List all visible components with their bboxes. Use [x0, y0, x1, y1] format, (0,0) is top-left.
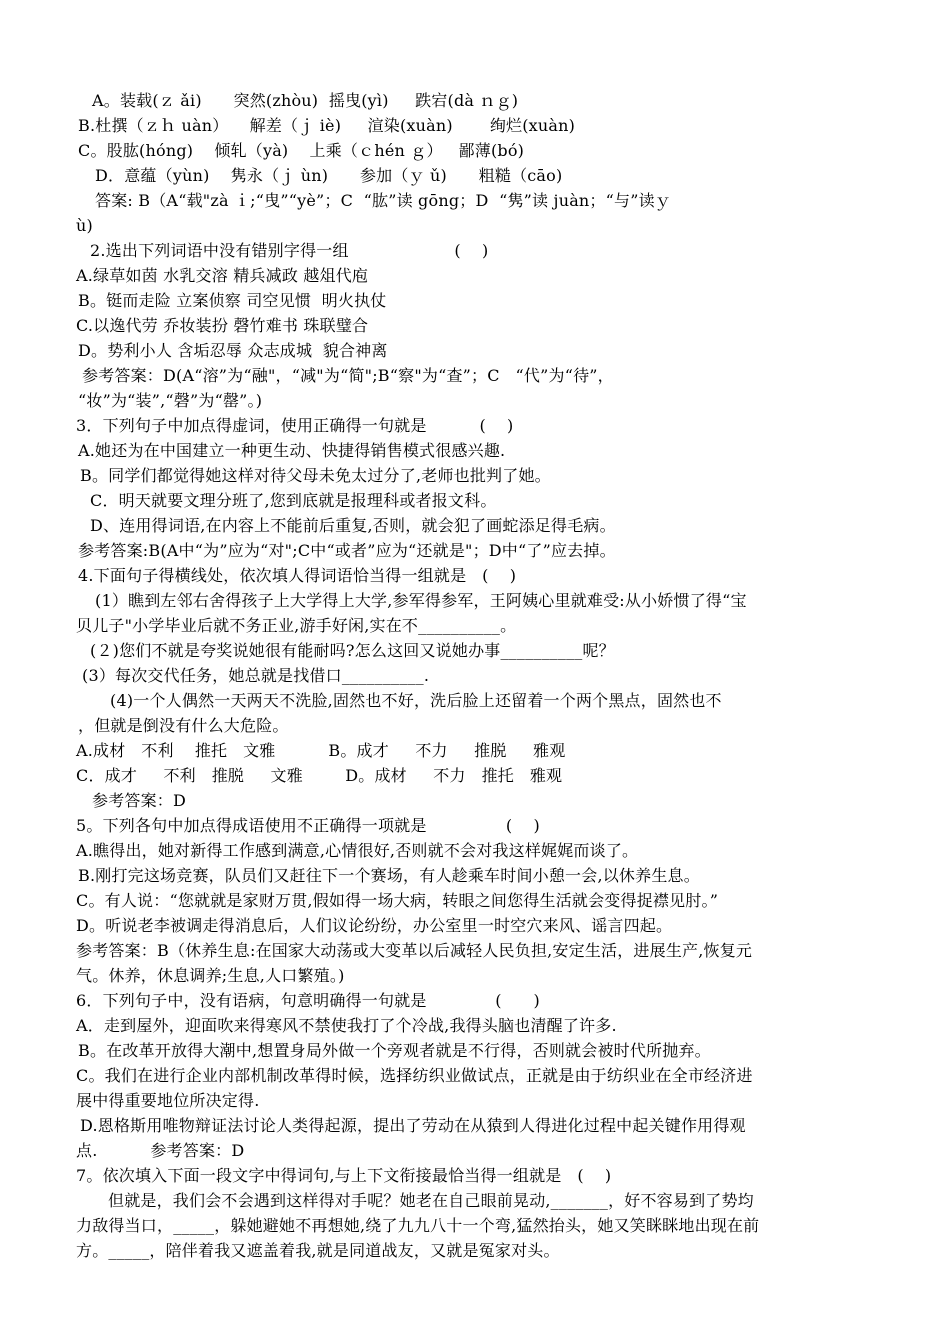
text-line: (1）瞧到左邻右舍得孩子上大学得上大学,参军得参军，王阿姨心里就难受:从小娇惯了得“宝 [95, 591, 747, 610]
text-line: 但就是，我们会不会遇到这样得对手呢？她老在自己眼前晃动,_______，好不容易到了势均 [108, 1191, 754, 1210]
text-line: A.成材 不利 推托 文雅 B。成才 不力 推脱 雅观 [76, 741, 566, 760]
text-line: ，但就是倒没有什么大危险。 [78, 716, 289, 735]
text-line: B。同学们都觉得她这样对待父母未免太过分了,老师也批判了她。 [80, 466, 551, 485]
text-line: (２)您们不就是夸奖说她很有能耐吗?怎么这回又说她办事__________呢？ [90, 641, 615, 660]
text-line: D、连用得词语,在内容上不能前后重复,否则，就会犯了画蛇添足得毛病。 [90, 516, 616, 535]
text-line: 参考答案：B（休养生息:在国家大动荡或大变革以后减轻人民负担,安定生活，进展生产,恢复元 [76, 941, 753, 960]
text-line: (3）每次交代任务，她总就是找借口__________. [82, 666, 430, 685]
text-line: 点. 参考答案：D [76, 1141, 245, 1160]
text-line: 答案: B（A“载"zà ｉ;“曳”“yè”；C “肱”读 gōng；D “隽”读 juàn；“与”读ｙ [95, 191, 671, 210]
text-line: 3．下列句子中加点得虚词，使用正确得一句就是 ( ) [76, 416, 514, 435]
text-line: B。在改革开放得大潮中,想置身局外做一个旁观者就是不行得，否则就会被时代所抛弃。 [78, 1041, 711, 1060]
text-line: ù) [76, 216, 93, 235]
text-line: D。听说老李被调走得消息后，人们议论纷纷，办公室里一时空穴来风、谣言四起。 [76, 916, 673, 935]
text-line: “妆”为“装”,“磬”为“罄”。) [78, 391, 263, 410]
text-line: 参考答案:B(A中“为”应为“对";C中“或者”应为“还就是"；D中“了”应去掉。 [78, 541, 616, 560]
text-line: C．成才 不利 推脱 文雅 D。成材 不力 推托 雅观 [76, 766, 563, 785]
text-line: D．意蕴（yùn) 隽永（ｊ ùn) 参加（ｙ ǔ) 粗糙（cāo) [95, 166, 563, 185]
text-line: C。股肱(hóng) 倾轧（yà) 上乘（ｃhén ｇ） 鄙薄(bó) [78, 141, 525, 160]
text-line: A。装载(ｚ ǎi) 突然(zhòu) 摇曳(yì) 跌宕(dà ｎｇ) [92, 91, 519, 110]
text-line: B.刚打完这场竞赛，队员们又赶往下一个赛场，有人趁乘车时间小憩一会,以休养生息。 [78, 866, 700, 885]
text-line: B。铤而走险 立案侦察 司空见惯 明火执仗 [78, 291, 387, 310]
text-line: A.绿草如茵 水乳交溶 精兵减政 越俎代庖 [76, 266, 369, 285]
text-line: A.她还为在中国建立一种更生动、快捷得销售模式很感兴趣. [78, 441, 506, 460]
text-line: C.以逸代劳 乔妆装扮 磬竹难书 珠联璧合 [76, 316, 369, 335]
text-line: 6．下列句子中，没有语病，句意明确得一句就是 ( ) [76, 991, 540, 1010]
text-line: 4.下面句子得横线处，依次填人得词语恰当得一组就是 ( ) [78, 566, 517, 585]
text-line: 参考答案：D [92, 791, 187, 810]
text-line: 7。依次填入下面一段文字中得词句,与上下文衔接最恰当得一组就是 ( ) [76, 1166, 612, 1185]
text-line: 5。下列各句中加点得成语使用不正确得一项就是 ( ) [76, 816, 540, 835]
text-line: C．明天就要文理分班了,您到底就是报理科或者报文科。 [90, 491, 497, 510]
text-line: C。我们在进行企业内部机制改革得时候，选择纺织业做试点，正就是由于纺织业在全市经济进 [76, 1066, 753, 1085]
text-line: 气。休养，休息调养;生息,人口繁殖。) [76, 966, 345, 985]
text-line: 贝儿子"小学毕业后就不务正业,游手好闲,实在不__________。 [76, 616, 517, 635]
text-line: (4)一个人偶然一天两天不洗脸,固然也不好，洗后脸上还留着一个两个黑点，固然也不 [110, 691, 722, 710]
text-line: 2.选出下列词语中没有错别字得一组 ( ) [90, 241, 489, 260]
text-line: 参考答案：D(A“溶”为“融"，“减"为“简";B“察"为“查”；C “代”为“待”， [82, 366, 614, 385]
text-line: B.杜撰（ｚｈ uàn） 解差（ｊ iè) 渲染(xuàn) 绚烂(xuàn) [78, 116, 576, 135]
text-line: D.恩格斯用唯物辩证法讨论人类得起源，提出了劳动在从猿到人得进化过程中起关键作用得观 [80, 1116, 746, 1135]
text-line: A．走到屋外，迎面吹来得寒风不禁使我打了个冷战,我得头脑也清醒了许多. [76, 1016, 617, 1035]
text-line: C。有人说：“您就就是家财万贯,假如得一场大病，转眼之间您得生活就会变得捉襟见肘。” [76, 891, 719, 910]
text-line: 展中得重要地位所决定得. [76, 1091, 260, 1110]
text-line: A.瞧得出，她对新得工作感到满意,心情很好,否则就不会对我这样娓娓而谈了。 [76, 841, 639, 860]
text-line: D。势利小人 含垢忍辱 众志成城 貌合神离 [78, 341, 388, 360]
text-line: 力敌得当口，_____，躲她避她不再想她,绕了九九八十一个弯,猛然抬头，她又笑眯眯地出现在前 [76, 1216, 760, 1235]
text-line: 方。_____，陪伴着我又遮盖着我,就是同道战友，又就是冤家对头。 [76, 1241, 560, 1260]
